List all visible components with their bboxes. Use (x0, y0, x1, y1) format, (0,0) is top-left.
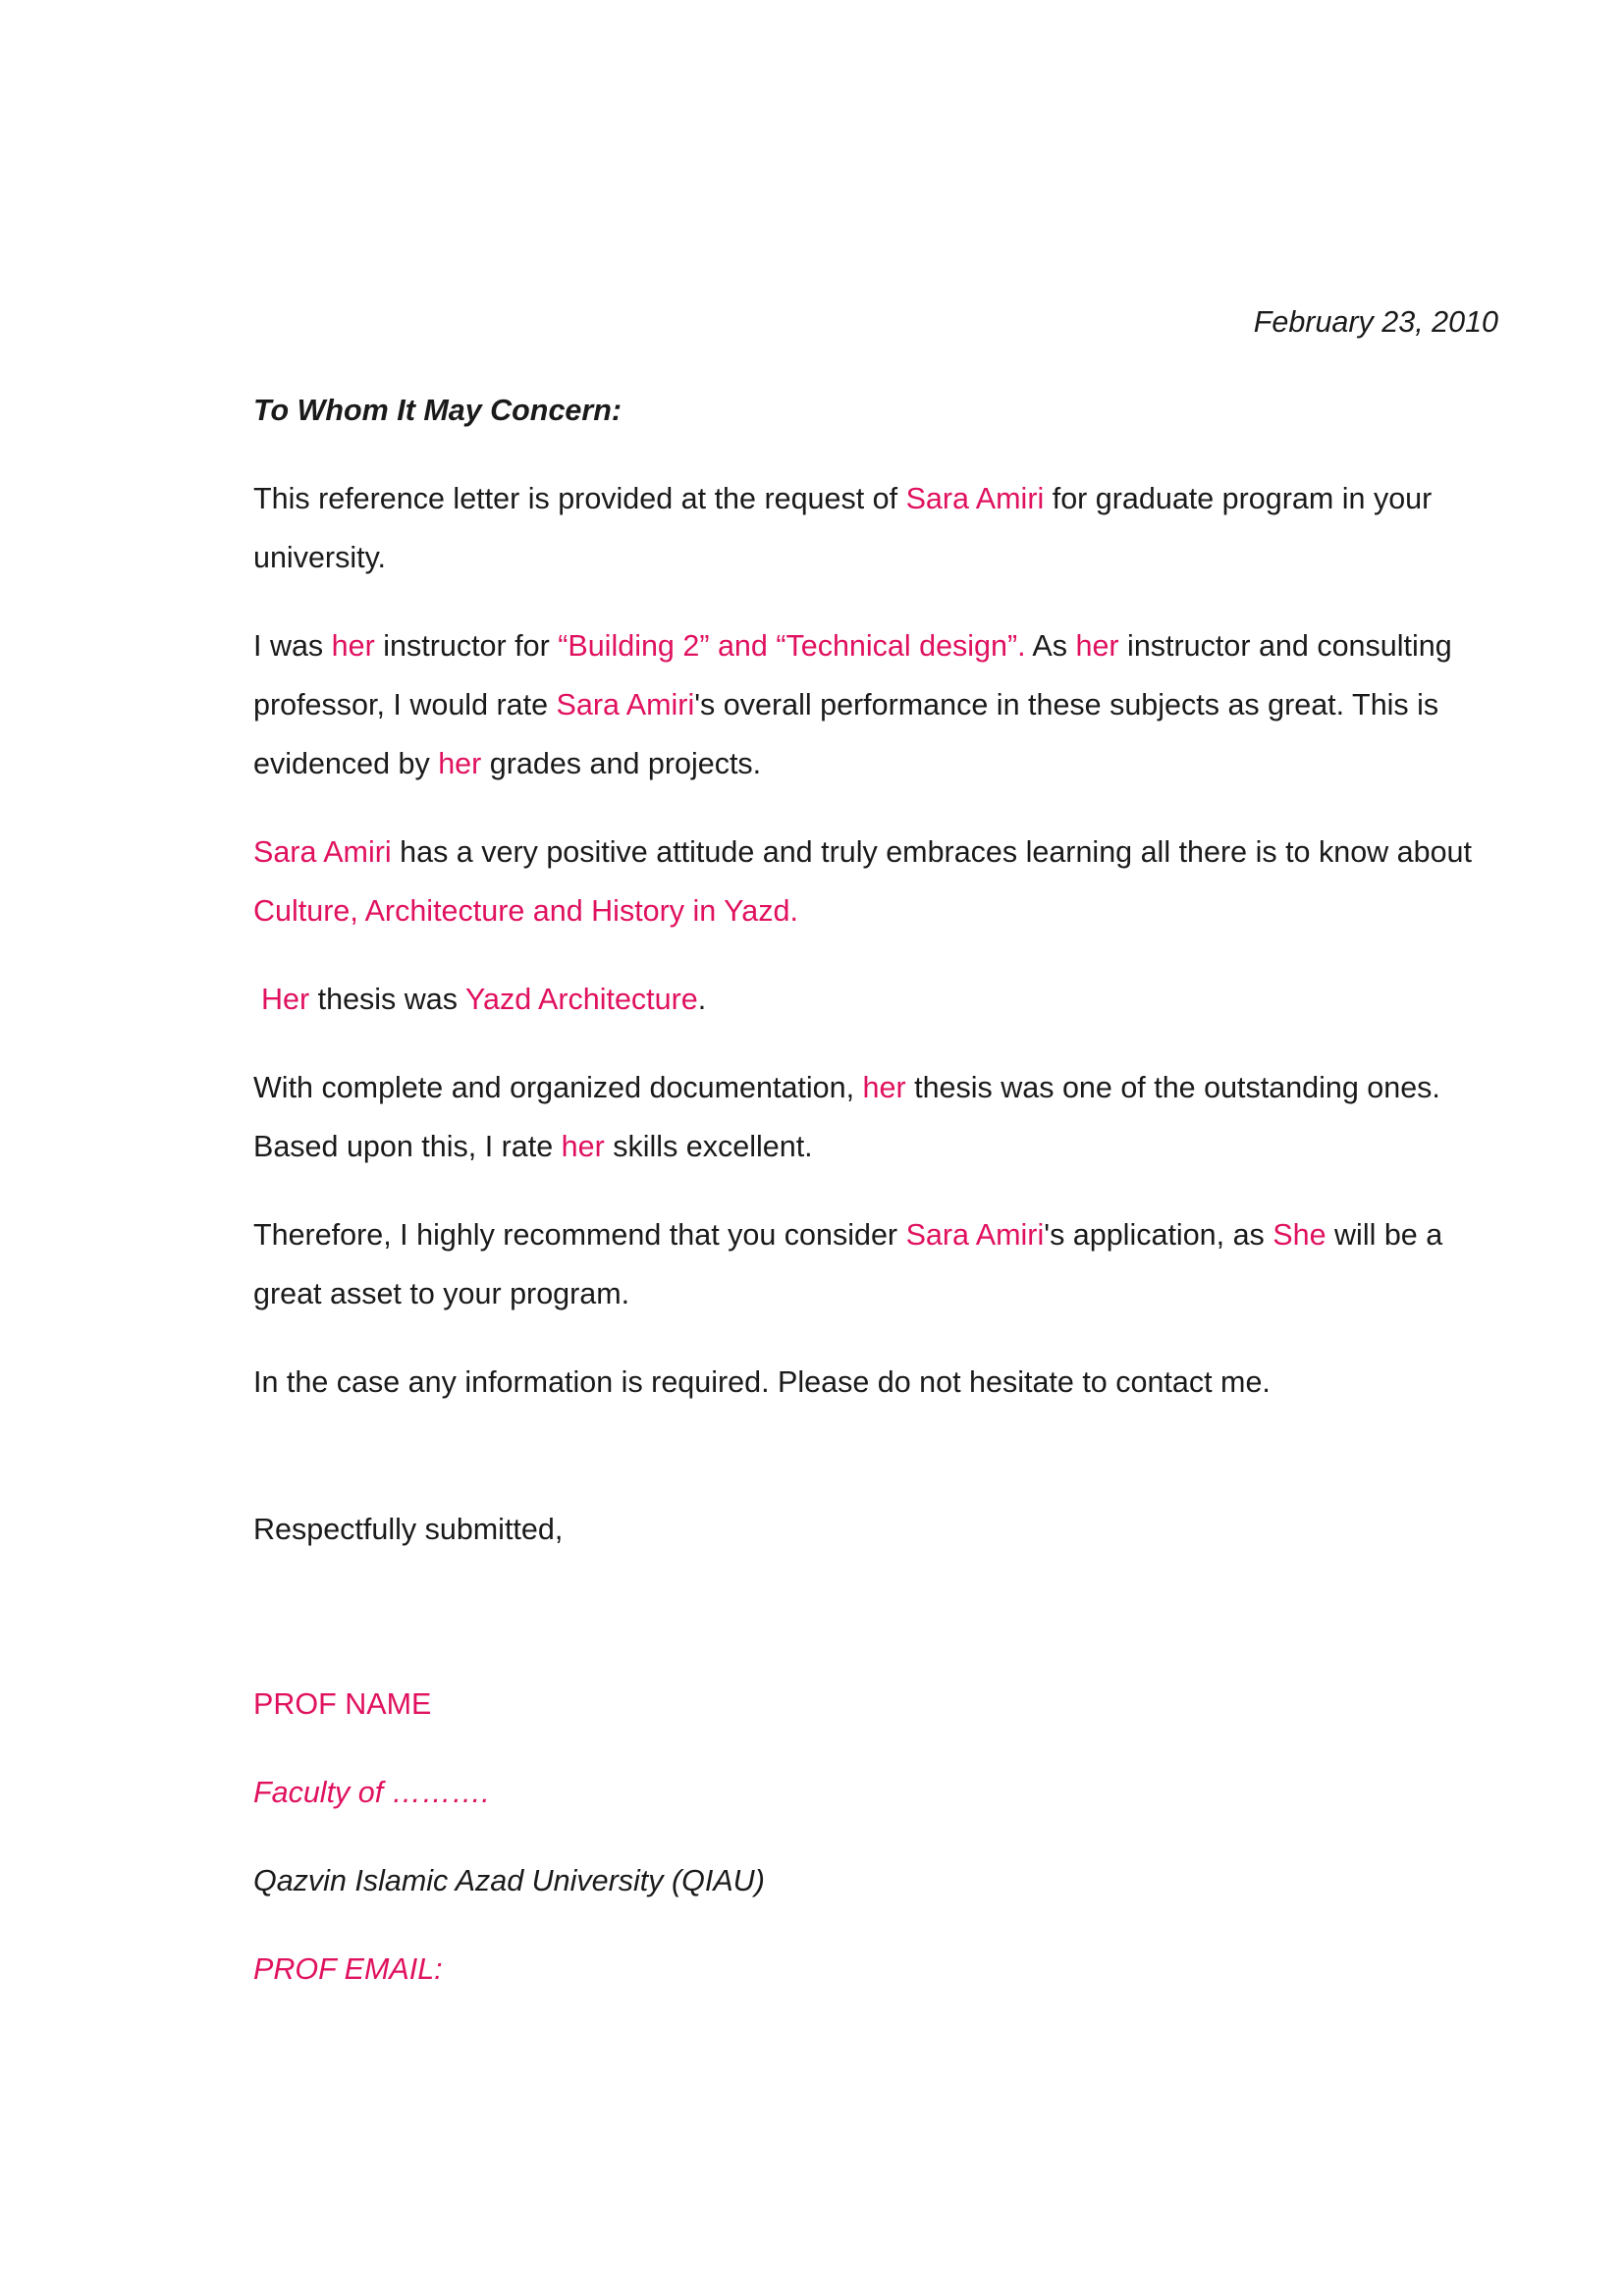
course-names: “Building 2” and “Technical design”. (558, 629, 1026, 663)
text: thesis was (309, 983, 465, 1016)
study-topic: Culture, Architecture and History in Yazd. (253, 894, 798, 928)
text: great asset to your program. (253, 1277, 630, 1310)
text: thesis was one of the outstanding ones. (905, 1071, 1440, 1104)
pronoun: her (1075, 629, 1119, 663)
pronoun: her (438, 747, 482, 780)
paragraph-2-line-1 (253, 626, 1452, 666)
text: As (1025, 629, 1076, 663)
text: instructor for (374, 629, 559, 663)
thesis-title: Yazd Architecture (464, 983, 698, 1016)
prof-email: PROF EMAIL: (253, 1952, 443, 1986)
paragraph-1-line-1 (253, 479, 1432, 518)
student-name: Sara Amiri (905, 482, 1045, 515)
text: instructor and consulting (1118, 629, 1452, 663)
paragraph-5-line-1 (253, 1068, 1440, 1107)
text: skills excellent. (604, 1130, 813, 1163)
text: Based upon this, I rate (253, 1130, 562, 1163)
student-name: Sara Amiri (253, 835, 392, 869)
text: evidenced by (253, 747, 439, 780)
text: grades and projects. (481, 747, 762, 780)
faculty: Faculty of ………. (253, 1776, 490, 1809)
student-name: Sara Amiri (556, 688, 695, 721)
text: has a very positive attitude and truly embraces learning all there is to know about (391, 835, 1472, 869)
text: This reference letter is provided at the request of (253, 482, 906, 515)
text: With complete and organized documentation, (253, 1071, 863, 1104)
paragraph-6-line-2 (253, 1274, 629, 1313)
text: 's overall performance in these subjects as great. This is (694, 688, 1439, 721)
paragraph-2-line-2 (253, 685, 1438, 724)
pronoun: Her (261, 983, 310, 1016)
pronoun: her (862, 1071, 906, 1104)
paragraph-5-line-2 (253, 1127, 813, 1166)
text: university. (253, 541, 387, 574)
text: . (697, 983, 707, 1016)
prof-name: PROF NAME (253, 1687, 432, 1721)
text: Therefore, I highly recommend that you consider (253, 1218, 906, 1252)
paragraph-7: In the case any information is required. Please do not hesitate to contact me. (253, 1365, 1271, 1399)
university: Qazvin Islamic Azad University (QIAU) (253, 1864, 765, 1897)
paragraph-3-line-1 (253, 832, 1472, 872)
paragraph-3-line-2 (253, 891, 798, 931)
text: will be a (1326, 1218, 1443, 1252)
pronoun: She (1272, 1218, 1326, 1252)
paragraph-4 (261, 980, 706, 1019)
paragraph-2-line-3 (253, 744, 761, 783)
closing: Respectfully submitted, (253, 1513, 564, 1546)
paragraph-6-line-1 (253, 1215, 1442, 1255)
letter-page (253, 0, 1498, 2296)
text: for graduate program in your (1044, 482, 1433, 515)
letter-date: February 23, 2010 (1253, 305, 1498, 339)
paragraph-1-line-2 (253, 538, 386, 577)
text: I was (253, 629, 332, 663)
student-name: Sara Amiri (905, 1218, 1045, 1252)
text: 's application, as (1044, 1218, 1273, 1252)
pronoun: her (331, 629, 375, 663)
text: professor, I would rate (253, 688, 557, 721)
pronoun: her (561, 1130, 605, 1163)
salutation: To Whom It May Concern: (253, 394, 623, 427)
